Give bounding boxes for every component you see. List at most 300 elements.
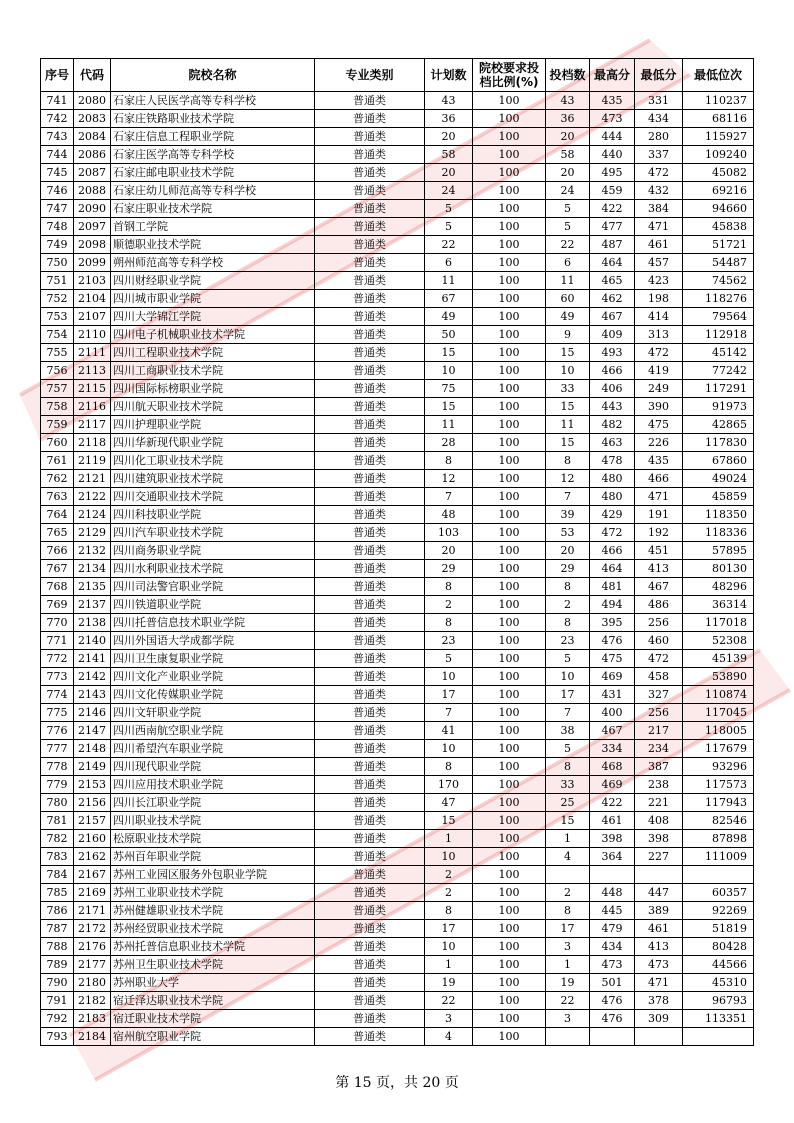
row-code: 2103 — [74, 272, 111, 290]
row-admitted-count: 15 — [546, 434, 590, 452]
row-category: 普通类 — [315, 164, 425, 182]
row-plan-count: 5 — [425, 218, 473, 236]
row-max-score: 444 — [590, 128, 635, 146]
row-index: 765 — [41, 524, 74, 542]
row-plan-count: 49 — [425, 308, 473, 326]
table-row — [41, 812, 754, 830]
row-min-score: 461 — [635, 236, 683, 254]
row-ratio: 100 — [473, 722, 546, 740]
row-index: 785 — [41, 884, 74, 902]
row-school-name: 四川长江职业学院 — [111, 794, 315, 812]
row-plan-count: 20 — [425, 128, 473, 146]
row-admitted-count: 53 — [546, 524, 590, 542]
row-min-rank: 117943 — [683, 794, 754, 812]
row-min-rank: 77242 — [683, 362, 754, 380]
row-plan-count: 22 — [425, 992, 473, 1010]
row-min-rank: 45838 — [683, 218, 754, 236]
row-plan-count: 8 — [425, 758, 473, 776]
row-min-rank: 67860 — [683, 452, 754, 470]
row-ratio: 100 — [473, 434, 546, 452]
row-index: 781 — [41, 812, 74, 830]
row-ratio: 100 — [473, 470, 546, 488]
row-plan-count: 28 — [425, 434, 473, 452]
table-row — [41, 416, 754, 434]
table-row — [41, 560, 754, 578]
row-max-score: 334 — [590, 740, 635, 758]
row-min-score: 458 — [635, 668, 683, 686]
row-max-score: 431 — [590, 686, 635, 704]
row-ratio: 100 — [473, 272, 546, 290]
row-plan-count: 67 — [425, 290, 473, 308]
row-max-score — [590, 866, 635, 884]
row-category: 普通类 — [315, 434, 425, 452]
row-code: 2098 — [74, 236, 111, 254]
row-admitted-count: 38 — [546, 722, 590, 740]
row-plan-count: 8 — [425, 902, 473, 920]
row-max-score: 422 — [590, 200, 635, 218]
table-row — [41, 146, 754, 164]
row-code: 2088 — [74, 182, 111, 200]
row-index: 788 — [41, 938, 74, 956]
table-row — [41, 326, 754, 344]
row-admitted-count: 9 — [546, 326, 590, 344]
row-school-name: 四川护理职业学院 — [111, 416, 315, 434]
row-min-score: 238 — [635, 776, 683, 794]
table-row — [41, 992, 754, 1010]
row-index: 745 — [41, 164, 74, 182]
row-admitted-count: 15 — [546, 812, 590, 830]
row-category: 普通类 — [315, 974, 425, 992]
row-category: 普通类 — [315, 146, 425, 164]
row-ratio: 100 — [473, 884, 546, 902]
admission-table — [40, 58, 754, 1046]
row-ratio: 100 — [473, 668, 546, 686]
row-code: 2147 — [74, 722, 111, 740]
row-max-score: 467 — [590, 308, 635, 326]
row-admitted-count: 7 — [546, 488, 590, 506]
row-ratio: 100 — [473, 200, 546, 218]
row-max-score: 480 — [590, 470, 635, 488]
row-code: 2140 — [74, 632, 111, 650]
table-row — [41, 524, 754, 542]
row-code: 2097 — [74, 218, 111, 236]
row-plan-count: 29 — [425, 560, 473, 578]
row-min-rank: 80130 — [683, 560, 754, 578]
row-school-name: 朔州师范高等专科学校 — [111, 254, 315, 272]
row-index: 763 — [41, 488, 74, 506]
row-category: 普通类 — [315, 398, 425, 416]
row-category: 普通类 — [315, 218, 425, 236]
row-category: 普通类 — [315, 596, 425, 614]
table-row — [41, 254, 754, 272]
row-min-score: 457 — [635, 254, 683, 272]
row-category: 普通类 — [315, 380, 425, 398]
row-admitted-count: 20 — [546, 164, 590, 182]
row-plan-count: 50 — [425, 326, 473, 344]
table-row — [41, 920, 754, 938]
row-min-score: 331 — [635, 92, 683, 110]
row-admitted-count: 17 — [546, 686, 590, 704]
row-code: 2113 — [74, 362, 111, 380]
row-min-score: 413 — [635, 938, 683, 956]
row-ratio: 100 — [473, 92, 546, 110]
row-min-rank: 92269 — [683, 902, 754, 920]
table-row — [41, 272, 754, 290]
row-min-rank: 45310 — [683, 974, 754, 992]
row-school-name: 宿迁职业技术学院 — [111, 1010, 315, 1028]
row-plan-count: 7 — [425, 488, 473, 506]
row-category: 普通类 — [315, 578, 425, 596]
header-school-name: 院校名称 — [111, 59, 315, 92]
row-min-score: 447 — [635, 884, 683, 902]
row-code: 2124 — [74, 506, 111, 524]
row-school-name: 四川电子机械职业技术学院 — [111, 326, 315, 344]
row-admitted-count: 5 — [546, 740, 590, 758]
row-min-score: 408 — [635, 812, 683, 830]
row-plan-count: 23 — [425, 632, 473, 650]
row-admitted-count — [546, 866, 590, 884]
row-min-score: 327 — [635, 686, 683, 704]
row-code: 2121 — [74, 470, 111, 488]
row-admitted-count: 58 — [546, 146, 590, 164]
row-category: 普通类 — [315, 362, 425, 380]
table-body — [41, 92, 754, 1046]
table-row — [41, 794, 754, 812]
row-plan-count: 6 — [425, 254, 473, 272]
row-ratio: 100 — [473, 452, 546, 470]
row-admitted-count: 25 — [546, 794, 590, 812]
row-index: 751 — [41, 272, 74, 290]
row-code: 2116 — [74, 398, 111, 416]
row-index: 791 — [41, 992, 74, 1010]
row-min-rank: 48296 — [683, 578, 754, 596]
row-school-name: 石家庄职业技术学院 — [111, 200, 315, 218]
row-min-score: 387 — [635, 758, 683, 776]
row-school-name: 四川工程职业技术学院 — [111, 344, 315, 362]
row-school-name: 四川财经职业学院 — [111, 272, 315, 290]
row-category: 普通类 — [315, 740, 425, 758]
row-min-score: 486 — [635, 596, 683, 614]
row-admitted-count: 15 — [546, 398, 590, 416]
row-min-score: 413 — [635, 560, 683, 578]
row-admitted-count: 8 — [546, 902, 590, 920]
row-index: 747 — [41, 200, 74, 218]
row-max-score: 476 — [590, 632, 635, 650]
row-admitted-count: 43 — [546, 92, 590, 110]
row-min-score: 313 — [635, 326, 683, 344]
row-code: 2172 — [74, 920, 111, 938]
row-school-name: 四川托普信息技术职业学院 — [111, 614, 315, 632]
row-ratio: 100 — [473, 1028, 546, 1046]
row-code: 2115 — [74, 380, 111, 398]
row-min-rank: 117018 — [683, 614, 754, 632]
row-plan-count: 58 — [425, 146, 473, 164]
row-ratio: 100 — [473, 218, 546, 236]
row-min-score: 414 — [635, 308, 683, 326]
table-row — [41, 758, 754, 776]
row-min-score: 472 — [635, 650, 683, 668]
row-admitted-count: 33 — [546, 380, 590, 398]
table-row — [41, 92, 754, 110]
row-ratio: 100 — [473, 956, 546, 974]
row-school-name: 苏州健雄职业技术学院 — [111, 902, 315, 920]
row-admitted-count: 10 — [546, 668, 590, 686]
row-category: 普通类 — [315, 128, 425, 146]
row-index: 774 — [41, 686, 74, 704]
row-max-score: 473 — [590, 110, 635, 128]
row-min-score: 384 — [635, 200, 683, 218]
header-min-rank: 最低位次 — [683, 59, 754, 92]
row-code: 2137 — [74, 596, 111, 614]
row-admitted-count: 5 — [546, 200, 590, 218]
row-min-score: 337 — [635, 146, 683, 164]
row-min-rank: 80428 — [683, 938, 754, 956]
row-school-name: 苏州工业园区服务外包职业学院 — [111, 866, 315, 884]
row-code: 2160 — [74, 830, 111, 848]
row-admitted-count: 20 — [546, 128, 590, 146]
table-row — [41, 308, 754, 326]
row-ratio: 100 — [473, 794, 546, 812]
row-min-rank: 117291 — [683, 380, 754, 398]
row-min-score: 280 — [635, 128, 683, 146]
row-min-rank: 52308 — [683, 632, 754, 650]
row-plan-count: 48 — [425, 506, 473, 524]
row-max-score: 468 — [590, 758, 635, 776]
row-min-rank: 74562 — [683, 272, 754, 290]
row-max-score: 464 — [590, 254, 635, 272]
row-min-rank: 51819 — [683, 920, 754, 938]
row-min-rank: 117679 — [683, 740, 754, 758]
row-max-score: 476 — [590, 1010, 635, 1028]
row-min-rank: 51721 — [683, 236, 754, 254]
row-ratio: 100 — [473, 776, 546, 794]
row-ratio: 100 — [473, 128, 546, 146]
row-min-score: 451 — [635, 542, 683, 560]
row-min-score: 419 — [635, 362, 683, 380]
table-row — [41, 470, 754, 488]
table-row — [41, 344, 754, 362]
table-row — [41, 632, 754, 650]
row-category: 普通类 — [315, 704, 425, 722]
row-min-score: 234 — [635, 740, 683, 758]
row-ratio: 100 — [473, 632, 546, 650]
row-index: 793 — [41, 1028, 74, 1046]
row-min-score: 466 — [635, 470, 683, 488]
row-max-score: 469 — [590, 668, 635, 686]
table-row — [41, 704, 754, 722]
row-min-rank: 45082 — [683, 164, 754, 182]
row-plan-count: 20 — [425, 542, 473, 560]
row-school-name: 石家庄信息工程职业学院 — [111, 128, 315, 146]
row-min-score: 471 — [635, 974, 683, 992]
row-min-rank: 111009 — [683, 848, 754, 866]
row-min-score: 471 — [635, 488, 683, 506]
row-ratio: 100 — [473, 974, 546, 992]
row-ratio: 100 — [473, 758, 546, 776]
row-admitted-count: 8 — [546, 452, 590, 470]
row-plan-count: 1 — [425, 956, 473, 974]
row-code: 2167 — [74, 866, 111, 884]
row-min-score: 398 — [635, 830, 683, 848]
row-min-score: 471 — [635, 218, 683, 236]
row-min-score: 378 — [635, 992, 683, 1010]
row-code: 2180 — [74, 974, 111, 992]
header-admitted-count: 投档数 — [546, 59, 590, 92]
row-code: 2177 — [74, 956, 111, 974]
row-index: 779 — [41, 776, 74, 794]
row-index: 786 — [41, 902, 74, 920]
header-category: 专业类别 — [315, 59, 425, 92]
row-min-rank: 45142 — [683, 344, 754, 362]
row-index: 762 — [41, 470, 74, 488]
row-index: 769 — [41, 596, 74, 614]
row-plan-count: 8 — [425, 452, 473, 470]
row-category: 普通类 — [315, 200, 425, 218]
row-code: 2157 — [74, 812, 111, 830]
row-category: 普通类 — [315, 290, 425, 308]
row-admitted-count: 8 — [546, 614, 590, 632]
row-index: 749 — [41, 236, 74, 254]
row-category: 普通类 — [315, 254, 425, 272]
row-ratio: 100 — [473, 398, 546, 416]
row-category: 普通类 — [315, 992, 425, 1010]
row-min-score: 435 — [635, 452, 683, 470]
row-category: 普通类 — [315, 272, 425, 290]
row-admitted-count: 5 — [546, 650, 590, 668]
row-plan-count: 5 — [425, 650, 473, 668]
row-ratio: 100 — [473, 578, 546, 596]
row-admitted-count: 11 — [546, 272, 590, 290]
row-index: 753 — [41, 308, 74, 326]
row-min-score: 460 — [635, 632, 683, 650]
row-max-score: 465 — [590, 272, 635, 290]
row-min-rank: 113351 — [683, 1010, 754, 1028]
header-ratio: 院校要求投档比例(%) — [473, 59, 546, 92]
row-index: 777 — [41, 740, 74, 758]
row-index: 759 — [41, 416, 74, 434]
row-ratio: 100 — [473, 830, 546, 848]
row-code: 2110 — [74, 326, 111, 344]
row-school-name: 苏州经贸职业技术学院 — [111, 920, 315, 938]
row-ratio: 100 — [473, 110, 546, 128]
row-min-rank: 57895 — [683, 542, 754, 560]
row-min-rank: 117830 — [683, 434, 754, 452]
row-code: 2141 — [74, 650, 111, 668]
row-max-score: 448 — [590, 884, 635, 902]
row-category: 普通类 — [315, 866, 425, 884]
row-admitted-count: 20 — [546, 542, 590, 560]
row-plan-count: 43 — [425, 92, 473, 110]
row-ratio: 100 — [473, 902, 546, 920]
row-min-rank: 112918 — [683, 326, 754, 344]
row-index: 773 — [41, 668, 74, 686]
row-plan-count: 10 — [425, 668, 473, 686]
row-plan-count: 10 — [425, 848, 473, 866]
row-admitted-count: 49 — [546, 308, 590, 326]
row-ratio: 100 — [473, 182, 546, 200]
table-row — [41, 488, 754, 506]
row-max-score: 459 — [590, 182, 635, 200]
row-category: 普通类 — [315, 326, 425, 344]
row-max-score: 476 — [590, 992, 635, 1010]
row-min-score: 432 — [635, 182, 683, 200]
row-plan-count: 36 — [425, 110, 473, 128]
row-admitted-count: 60 — [546, 290, 590, 308]
row-max-score: 443 — [590, 398, 635, 416]
table-header-row — [41, 59, 754, 92]
row-school-name: 四川工商职业技术学院 — [111, 362, 315, 380]
row-min-rank — [683, 1028, 754, 1046]
row-code: 2184 — [74, 1028, 111, 1046]
row-code: 2146 — [74, 704, 111, 722]
row-admitted-count: 33 — [546, 776, 590, 794]
table-row — [41, 236, 754, 254]
row-plan-count: 47 — [425, 794, 473, 812]
row-school-name: 四川现代职业学院 — [111, 758, 315, 776]
row-ratio: 100 — [473, 992, 546, 1010]
row-category: 普通类 — [315, 92, 425, 110]
row-school-name: 四川文化传媒职业学院 — [111, 686, 315, 704]
row-index: 768 — [41, 578, 74, 596]
row-max-score: 466 — [590, 362, 635, 380]
row-max-score: 473 — [590, 956, 635, 974]
row-ratio: 100 — [473, 938, 546, 956]
row-index: 754 — [41, 326, 74, 344]
table-row — [41, 830, 754, 848]
row-index: 741 — [41, 92, 74, 110]
row-index: 783 — [41, 848, 74, 866]
row-school-name: 顺德职业技术学院 — [111, 236, 315, 254]
row-admitted-count: 24 — [546, 182, 590, 200]
row-plan-count: 19 — [425, 974, 473, 992]
row-school-name: 四川司法警官职业学院 — [111, 578, 315, 596]
row-school-name: 石家庄医学高等专科学校 — [111, 146, 315, 164]
row-code: 2118 — [74, 434, 111, 452]
row-min-rank: 42865 — [683, 416, 754, 434]
row-school-name: 石家庄铁路职业技术学院 — [111, 110, 315, 128]
row-ratio: 100 — [473, 740, 546, 758]
row-code: 2122 — [74, 488, 111, 506]
row-ratio: 100 — [473, 344, 546, 362]
row-min-rank: 54487 — [683, 254, 754, 272]
row-max-score: 461 — [590, 812, 635, 830]
row-plan-count: 12 — [425, 470, 473, 488]
row-category: 普通类 — [315, 488, 425, 506]
row-school-name: 宿州航空职业学院 — [111, 1028, 315, 1046]
row-plan-count: 2 — [425, 866, 473, 884]
row-min-rank: 94660 — [683, 200, 754, 218]
row-school-name: 苏州卫生职业技术学院 — [111, 956, 315, 974]
row-index: 792 — [41, 1010, 74, 1028]
row-code: 2090 — [74, 200, 111, 218]
row-school-name: 四川华新现代职业学院 — [111, 434, 315, 452]
table-row — [41, 740, 754, 758]
row-code: 2153 — [74, 776, 111, 794]
row-min-score: 217 — [635, 722, 683, 740]
row-school-name: 石家庄幼儿师范高等专科学校 — [111, 182, 315, 200]
table-row — [41, 596, 754, 614]
row-ratio: 100 — [473, 650, 546, 668]
row-admitted-count: 4 — [546, 848, 590, 866]
table-row — [41, 110, 754, 128]
row-category: 普通类 — [315, 308, 425, 326]
row-school-name: 四川化工职业技术学院 — [111, 452, 315, 470]
row-min-rank — [683, 866, 754, 884]
row-plan-count: 170 — [425, 776, 473, 794]
row-index: 782 — [41, 830, 74, 848]
row-ratio: 100 — [473, 326, 546, 344]
row-admitted-count: 5 — [546, 218, 590, 236]
